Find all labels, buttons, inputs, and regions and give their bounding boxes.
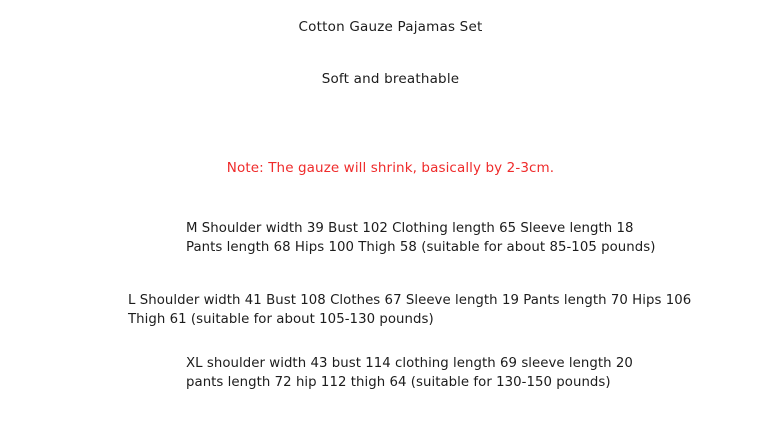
size-spec-xl: XL shoulder width 43 bust 114 clothing length 69 sleeve length 20 pants length 72 hip 112 thigh 64 (suitable for 130-150 pounds) xyxy=(186,356,633,390)
size-spec-l: L Shoulder width 41 Bust 108 Clothes 67 Sleeve length 19 Pants length 70 Hips 106 Thigh 61 (suitable for about 105-130 pounds) xyxy=(128,293,692,327)
product-title: Cotton Gauze Pajamas Set xyxy=(298,19,483,35)
shrink-note: Note: The gauze will shrink, basically by 2-3cm. xyxy=(226,160,555,176)
size-spec-m: M Shoulder width 39 Bust 102 Clothing length 65 Sleeve length 18 Pants length 68 Hips 100 Thigh 58 (suitable for about 85-105 pounds) xyxy=(186,221,656,255)
product-subtitle: Soft and breathable xyxy=(321,71,460,87)
